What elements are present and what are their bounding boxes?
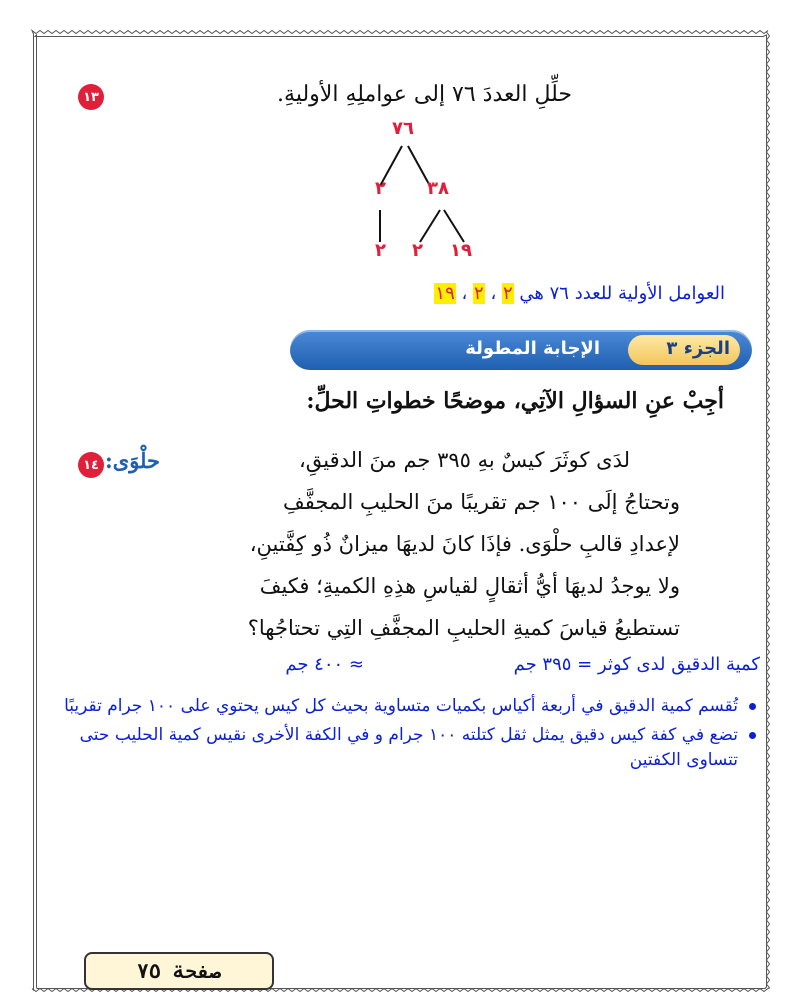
bullet-text: تضع في كفة كيس دقيق يمثل ثقل كتلته ١٠٠ جرام و في الكفة الأخرى نقيس كمية الحليب حتى تتساوى الكفتين [79, 725, 738, 770]
answer-13-prefix: العوامل الأولية للعدد ٧٦ هي [519, 283, 725, 304]
bullet-dot-icon [749, 732, 756, 739]
question-14-line-3: لإعدادِ قالبِ حلْوَى. فإذَا كانَ لديهَا ميزانٌ ذُو كِفَّتينِ، [249, 532, 680, 556]
question-14-badge: ١٤ [78, 452, 104, 478]
question-14-line-1: لدَى كوثَرَ كيسٌ بهِ ٣٩٥ جم منَ الدقيقِ، [298, 448, 630, 472]
separator-2: ، [461, 283, 468, 304]
bullet-dot-icon [749, 703, 756, 710]
factor-tree-root: ٧٦ [392, 118, 414, 139]
solution-equation: كمية الدقيق لدى كوثر = ٣٩٥ جم [513, 654, 760, 675]
factor-tree-right: ٣٨ [427, 178, 449, 199]
factor-tree-left: ٢ [375, 178, 386, 199]
bullet-text: تُقسم كمية الدقيق في أربعة أكياس بكميات متساوية بحيث كل كيس يحتوي على ١٠٠ جرام تقريبًا [64, 696, 738, 716]
separator-1: ، [490, 283, 497, 304]
solution-approx: ≈ ٤٠٠ جم [285, 654, 364, 675]
section-title: الإجابة المطولة [465, 338, 600, 359]
factor-1: ٢ [503, 283, 513, 304]
page-number-box [84, 952, 274, 990]
answer-13 [434, 283, 725, 304]
bullet-item [60, 723, 760, 773]
question-14-topic: حلْوَى: [105, 448, 160, 473]
instruction: أجِبْ عنِ السؤالِ الآتِي، موضحًا خطواتِ الحلِّ: [306, 388, 724, 414]
question-14-line-4: ولا يوجدُ لديهَا أيُّ أثقالٍ لقياسِ هذِهِ الكميةِ؛ فكيفَ [259, 574, 680, 598]
factor-tree-leaf-right: ١٩ [450, 240, 472, 261]
section-part-label: الجزء ٣ [666, 338, 730, 359]
factor-tree-leaf-mid: ٢ [412, 240, 423, 261]
question-13-badge: ١٣ [78, 84, 104, 110]
question-14-line-5: تستطيعُ قياسَ كميةِ الحليبِ المجفَّفِ التِي تحتاجُها؟ [247, 616, 680, 640]
question-14-line-2: وتحتاجُ إلَى ١٠٠ جم تقريبًا منَ الحليبِ المجفَّفِ [283, 490, 680, 514]
solution-bullets [60, 694, 760, 777]
factor-tree-leaf-left: ٢ [375, 240, 386, 261]
factor-3: ١٩ [435, 283, 455, 304]
question-13-text: حلِّلِ العددَ ٧٦ إلى عواملِهِ الأوليةِ. [277, 82, 572, 107]
bullet-item [60, 694, 760, 719]
page-number: صفحة ٧٥ [136, 959, 222, 983]
factor-2: ٢ [474, 283, 484, 304]
